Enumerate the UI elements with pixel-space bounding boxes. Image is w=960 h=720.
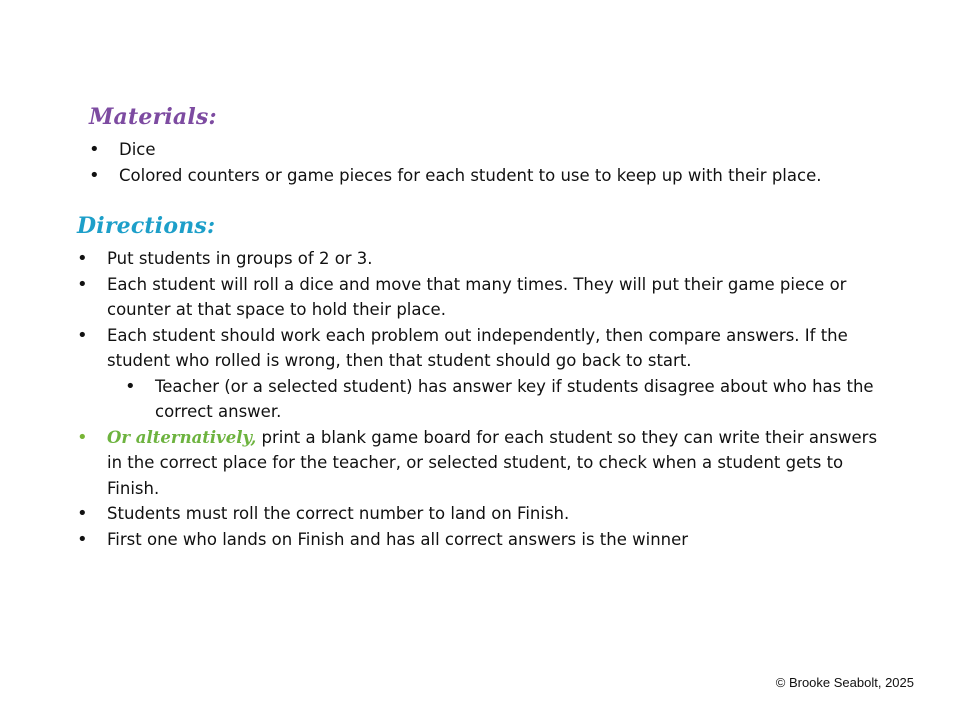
materials-item-counters	[89, 163, 909, 189]
directions-item-text: Each student should work each problem out independently, then compare answers. If the student who rolled is wrong, then that student should go back to start.	[107, 325, 848, 370]
directions-subitem-text: Teacher (or a selected student) has answer key if students disagree about who has the correct answer.	[155, 376, 874, 421]
directions-item-text: First one who lands on Finish and has all correct answers is the winner	[107, 529, 689, 549]
directions-item-text: Students must roll the correct number to land on Finish.	[107, 504, 570, 523]
directions-item-roll	[77, 272, 897, 323]
directions-item-alternative	[77, 425, 897, 502]
directions-item-compare	[77, 323, 897, 425]
directions-item-text: Each student will roll a dice and move that many times. They will put their game piece or counter at that space to hold their place.	[107, 274, 847, 319]
bullet-icon: •	[77, 503, 88, 524]
directions-subitem-answer-key	[107, 374, 897, 425]
bullet-icon: •	[77, 426, 88, 448]
bullet-icon: •	[77, 528, 88, 550]
materials-list	[89, 137, 909, 188]
directions-item-finish-roll	[77, 501, 897, 527]
materials-item-text: Colored counters or game pieces for each student to use to keep up with their place.	[119, 165, 822, 185]
bullet-icon: •	[89, 139, 100, 160]
directions-item-winner	[77, 527, 897, 553]
directions-item-text: print a blank game board for each student so they can write their answers in the correct place for the teacher, or selected student, to check when a student gets to Finish.	[107, 427, 878, 498]
directions-list	[77, 246, 897, 552]
directions-item-text: Put students in groups of 2 or 3.	[107, 249, 373, 268]
bullet-icon: •	[77, 273, 88, 295]
alternative-emphasis: Or alternatively,	[107, 427, 257, 447]
materials-item-dice	[89, 137, 909, 163]
materials-item-text: Dice	[119, 140, 156, 159]
directions-heading: Directions:	[77, 213, 216, 239]
copyright-notice: © Brooke Seabolt, 2025	[775, 675, 914, 690]
directions-item-groups	[77, 246, 897, 272]
materials-heading: Materials:	[89, 104, 217, 130]
bullet-icon: •	[77, 248, 88, 269]
bullet-icon: •	[89, 164, 100, 186]
directions-sublist	[107, 374, 897, 425]
bullet-icon: •	[77, 324, 88, 346]
bullet-icon: •	[125, 375, 136, 397]
